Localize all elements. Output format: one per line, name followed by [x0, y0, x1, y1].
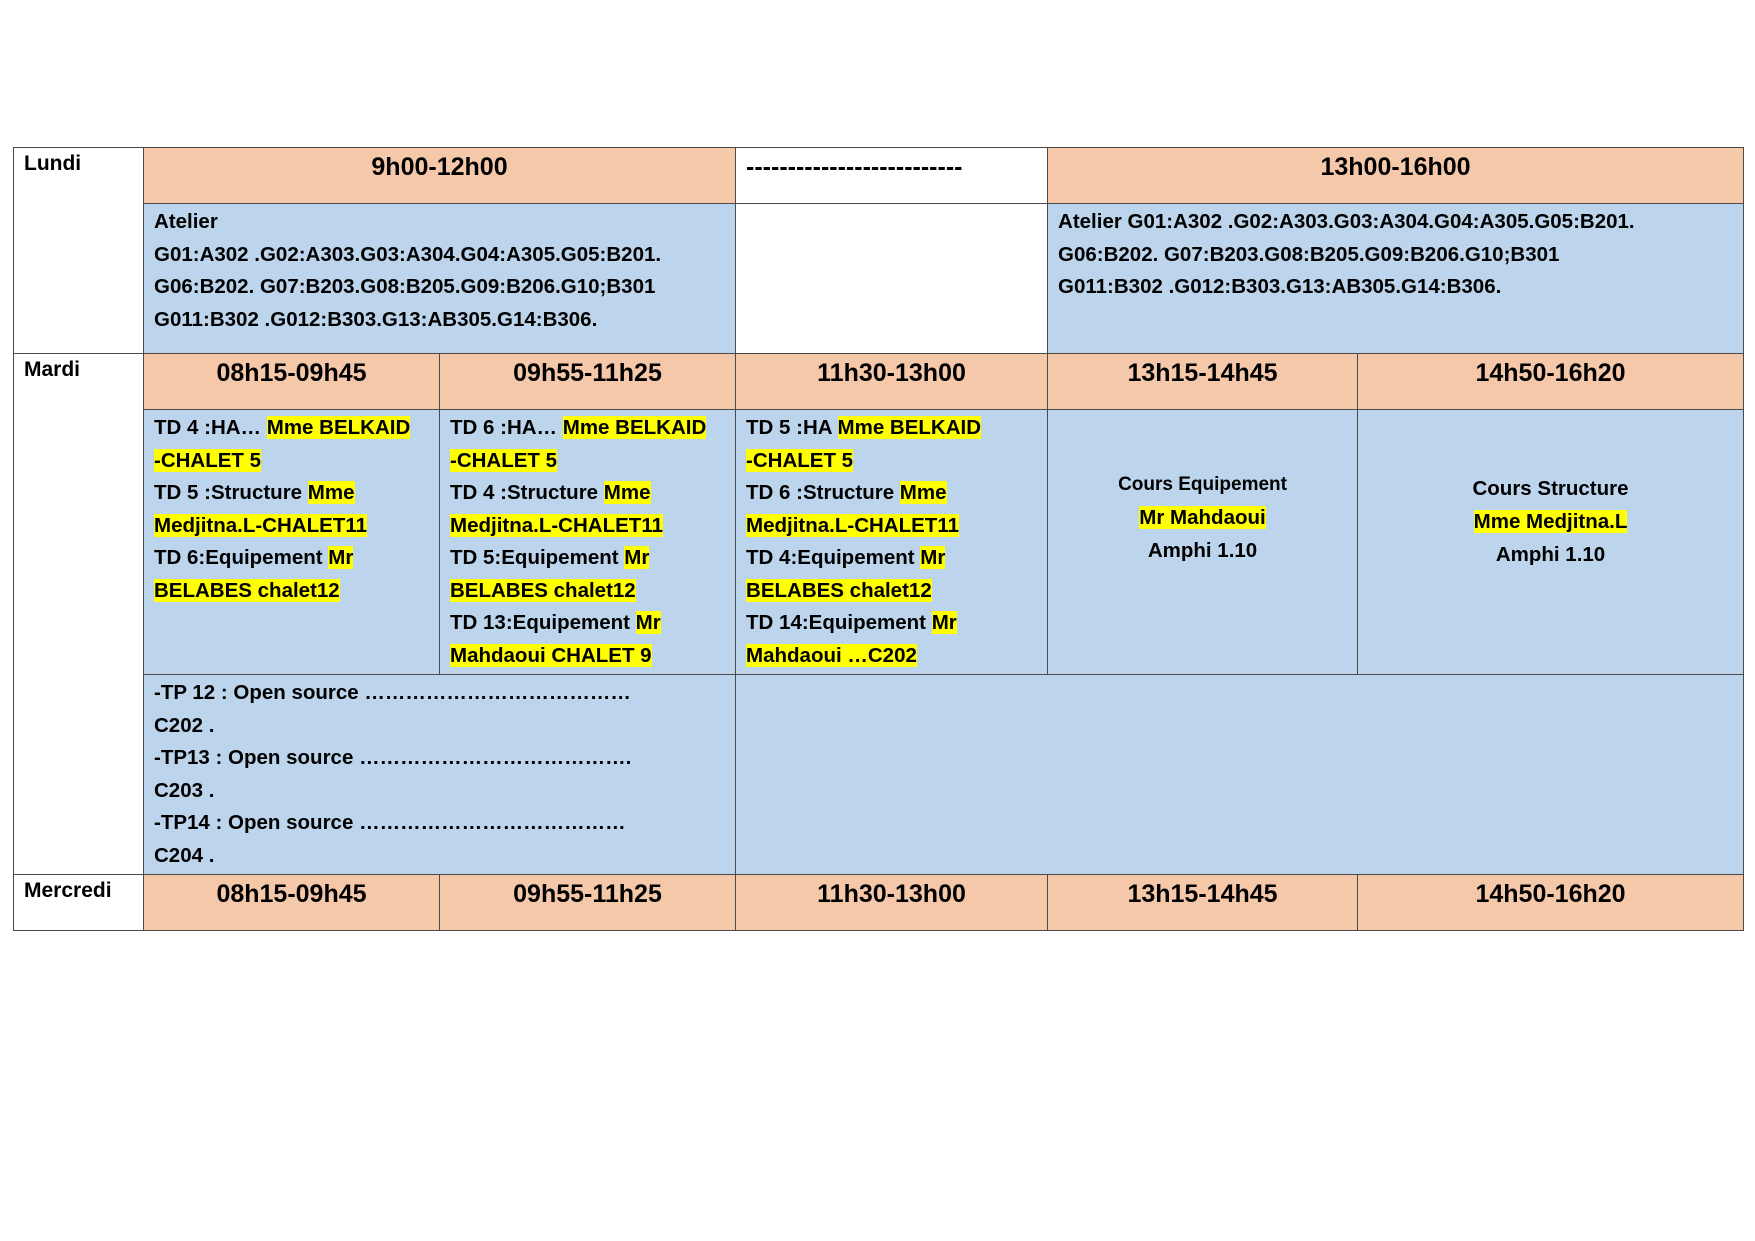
tp-label: -TP14 : [154, 811, 229, 834]
td-label: TD 4:Equipement [746, 546, 921, 569]
teacher-name: Mr [635, 611, 661, 634]
tp-course: Open source [233, 681, 365, 704]
cell-mardi-cours-equipement [1048, 410, 1358, 675]
slot-mercredi-4: 13h15-14h45 [1048, 875, 1358, 931]
cell-lundi-afternoon [1048, 204, 1744, 354]
td-label: TD 5 :HA [746, 416, 838, 439]
teacher-room: BELABES chalet12 [154, 578, 340, 602]
slot-mercredi-5: 14h50-16h20 [1358, 875, 1744, 931]
teacher-name: Mme Medjitna.L [1473, 510, 1628, 533]
cell-mardi-td-3 [736, 410, 1048, 675]
slot-mardi-5: 14h50-16h20 [1358, 354, 1744, 410]
course-title: Cours Equipement [1118, 474, 1287, 495]
cell-mardi-tp [144, 675, 736, 875]
tp-label: -TP13 : [154, 746, 229, 769]
tp-dots: …………………………………. [359, 746, 632, 769]
teacher-room: Medjitna.L-CHALET11 [746, 513, 960, 537]
slot-mardi-2: 09h55-11h25 [440, 354, 736, 410]
room-name: Amphi 1.10 [1147, 539, 1258, 562]
slot-lundi-separator: -------------------------- [736, 148, 1048, 204]
slot-mardi-1: 08h15-09h45 [144, 354, 440, 410]
slot-mardi-4: 13h15-14h45 [1048, 354, 1358, 410]
teacher-name: Mme [899, 481, 947, 504]
teacher-name: Mr [931, 611, 957, 634]
day-lundi: Lundi [14, 148, 144, 354]
slot-mercredi-2: 09h55-11h25 [440, 875, 736, 931]
cell-lundi-morning [144, 204, 736, 354]
tp-course: Open source [228, 746, 360, 769]
day-mardi: Mardi [14, 354, 144, 875]
day-mercredi: Mercredi [14, 875, 144, 931]
td-label: TD 4 :Structure [450, 481, 604, 504]
teacher-name: Mr [920, 546, 946, 569]
tp-course: Open source [228, 811, 360, 834]
cell-mardi-td-2 [440, 410, 736, 675]
td-label: TD 6 :HA… [450, 416, 563, 439]
tp-room: C203 . [154, 778, 215, 802]
teacher-name: Mme BELKAID [266, 416, 411, 439]
teacher-room: Medjitna.L-CHALET11 [154, 513, 367, 537]
course-title: Cours Structure [1472, 477, 1629, 500]
tp-room: C204 . [154, 843, 215, 867]
text-line: Atelier G01:A302 .G02:A303.G03:A304.G04:A305.G05:B201. [1058, 210, 1635, 233]
teacher-name: Mme [603, 481, 651, 504]
text-line: G011:B302 .G012:B303.G13:AB305.G14:B306. [1058, 275, 1502, 298]
slot-lundi-morning: 9h00-12h00 [144, 148, 736, 204]
text-line: G01:A302 .G02:A303.G03:A304.G04:A305.G05:B201. [154, 242, 662, 266]
td-label: TD 14:Equipement [746, 611, 932, 634]
slot-mardi-3: 11h30-13h00 [736, 354, 1048, 410]
text-line: G06:B202. G07:B203.G08:B205.G09:B206.G10;B301 [1058, 242, 1560, 266]
td-label: TD 4 :HA… [154, 416, 267, 439]
text-line: G011:B302 .G012:B303.G13:AB305.G14:B306. [154, 307, 598, 331]
cell-mardi-empty [736, 675, 1744, 875]
td-label: TD 5:Equipement [450, 546, 625, 569]
room-name: -CHALET 5 [450, 448, 558, 472]
tp-dots: ………………………………… [364, 681, 631, 704]
tp-dots: ………………………………… [359, 811, 626, 834]
text-line: G06:B202. G07:B203.G08:B205.G09:B206.G10;B301 [154, 275, 656, 298]
cell-mardi-td-1 [144, 410, 440, 675]
td-label: TD 6 :Structure [746, 481, 900, 504]
teacher-name: Mme [307, 481, 355, 504]
teacher-name: Mme BELKAID [562, 416, 707, 439]
timetable [13, 147, 1744, 931]
teacher-room: BELABES chalet12 [450, 578, 636, 602]
td-label: TD 13:Equipement [450, 611, 636, 634]
teacher-room: Medjitna.L-CHALET11 [450, 513, 663, 537]
teacher-name: Mr [624, 546, 650, 569]
cell-mardi-cours-structure [1358, 410, 1744, 675]
text-line: Atelier [154, 210, 218, 233]
td-label: TD 6:Equipement [154, 546, 329, 569]
teacher-name: Mme BELKAID [837, 416, 982, 439]
tp-label: -TP 12 : [154, 681, 234, 704]
slot-mercredi-3: 11h30-13h00 [736, 875, 1048, 931]
cell-lundi-empty [736, 204, 1048, 354]
room-name: -CHALET 5 [154, 448, 262, 472]
teacher-room: BELABES chalet12 [746, 578, 932, 602]
teacher-name: Mr [328, 546, 354, 569]
room-name: Amphi 1.10 [1495, 543, 1606, 566]
tp-room: C202 . [154, 713, 215, 737]
teacher-name: Mr Mahdaoui [1139, 506, 1266, 529]
teacher-room: Mahdaoui …C202 [746, 643, 917, 667]
slot-mercredi-1: 08h15-09h45 [144, 875, 440, 931]
td-label: TD 5 :Structure [154, 481, 308, 504]
room-name: -CHALET 5 [746, 448, 854, 472]
slot-lundi-afternoon: 13h00-16h00 [1048, 148, 1744, 204]
teacher-room: Mahdaoui CHALET 9 [450, 643, 652, 667]
